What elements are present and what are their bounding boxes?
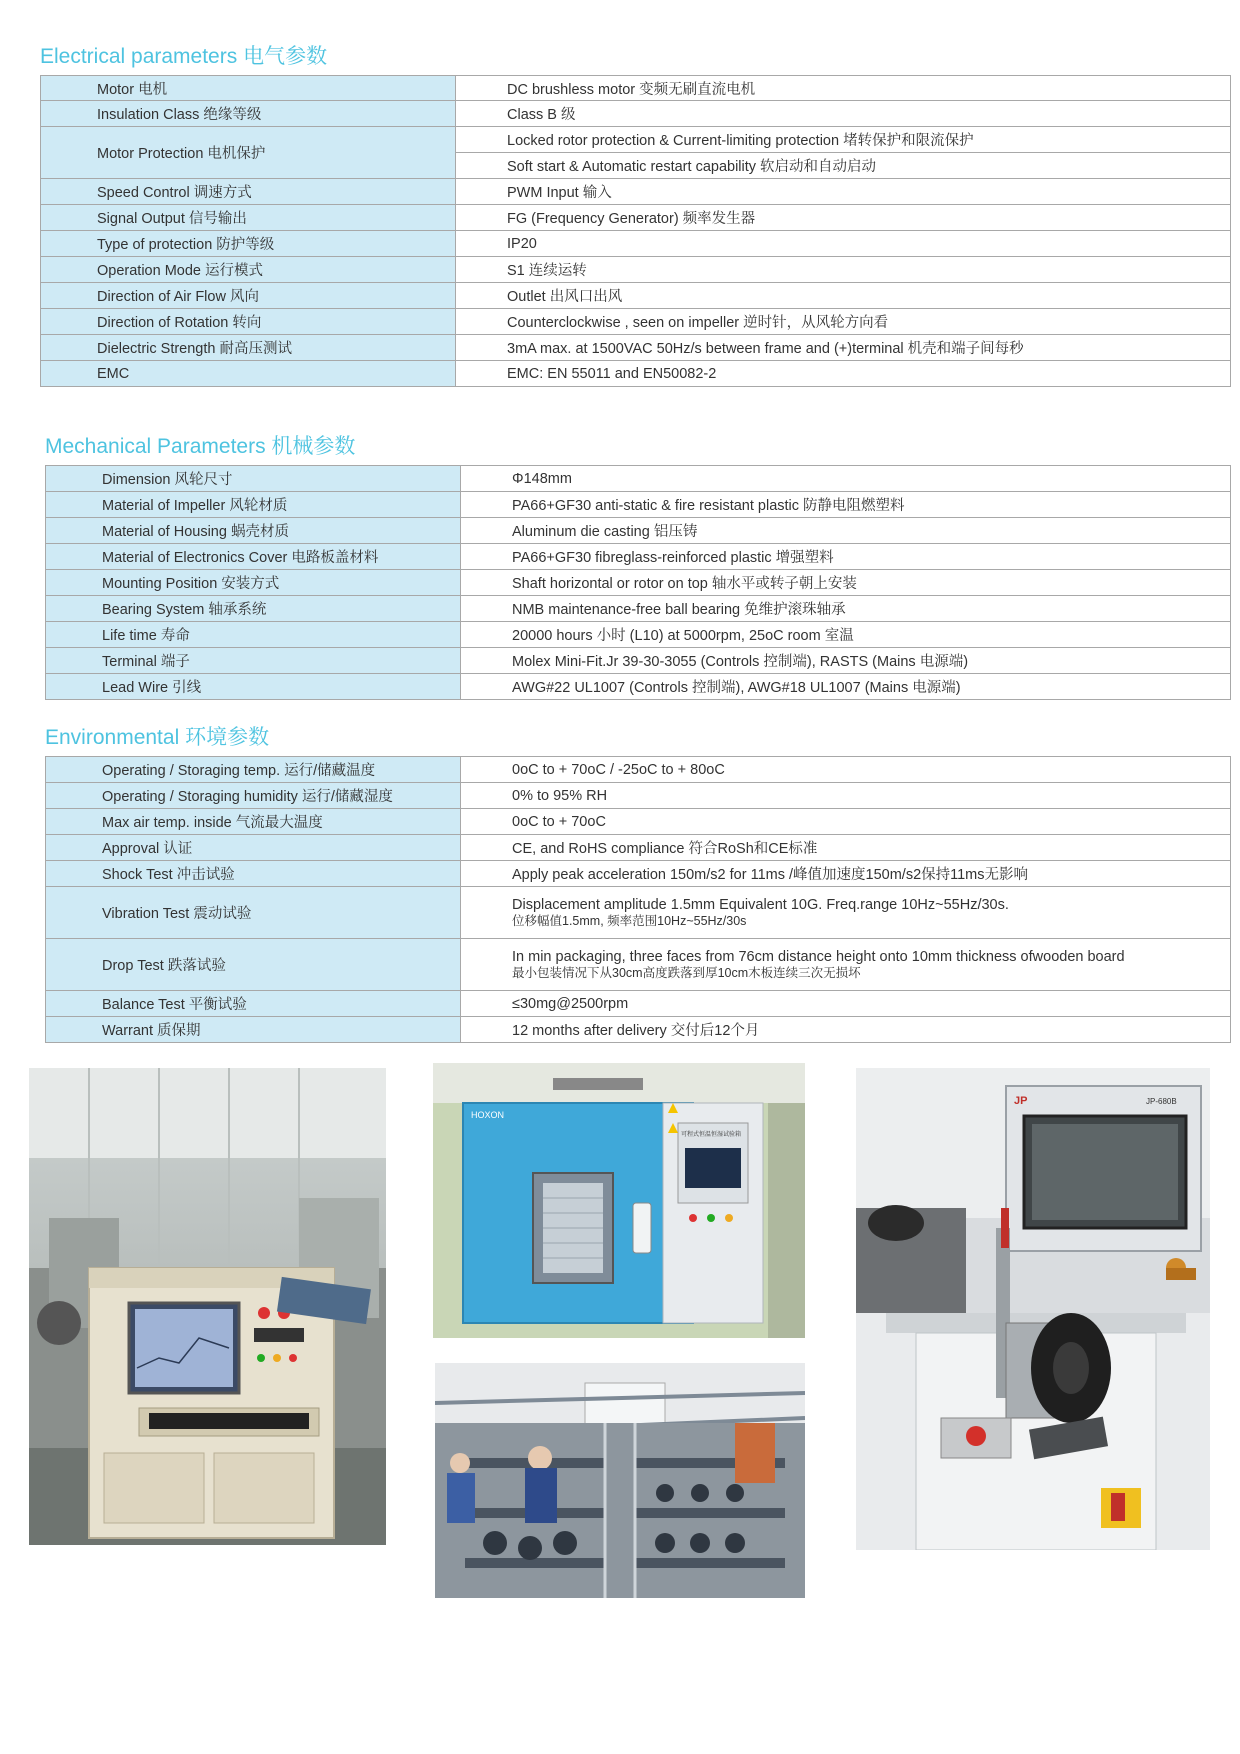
- row-value-sub: 最小包装情况下从30cm高度跌落到厚10cm木板连续三次无损坏: [512, 966, 861, 980]
- row-value-main: In min packaging, three faces from 76cm distance height onto 10mm thickness ofwooden board: [512, 949, 1125, 965]
- row-value: IP20: [456, 231, 1231, 257]
- row-label: Insulation Class 绝缘等级: [41, 101, 456, 127]
- table-row: [46, 492, 1231, 518]
- row-label: Signal Output 信号输出: [41, 205, 456, 231]
- table-row: [46, 622, 1231, 648]
- table-row: [41, 283, 1231, 309]
- table-row: [41, 309, 1231, 335]
- table-row: [46, 809, 1231, 835]
- row-label: Vibration Test 震动试验: [46, 887, 461, 939]
- table-row: [46, 861, 1231, 887]
- table-row: [46, 596, 1231, 622]
- row-label: Type of protection 防护等级: [41, 231, 456, 257]
- table-row: [41, 361, 1231, 387]
- row-label: Direction of Air Flow 风向: [41, 283, 456, 309]
- row-label: Operating / Storaging temp. 运行/储藏温度: [46, 757, 461, 783]
- table-row: [46, 757, 1231, 783]
- row-value: Class B 级: [456, 101, 1231, 127]
- row-value-sub: 位移幅值1.5mm, 频率范围10Hz~55Hz/30s: [512, 914, 747, 928]
- row-label: Material of Electronics Cover 电路板盖材料: [46, 544, 461, 570]
- row-value: Apply peak acceleration 150m/s2 for 11ms /峰值加速度150m/s2保持11ms无影响: [461, 861, 1231, 887]
- row-label: Max air temp. inside 气流最大温度: [46, 809, 461, 835]
- photo-climate-chamber: [433, 1063, 805, 1338]
- balancer-brand: JP: [1014, 1095, 1028, 1107]
- table-row: [41, 205, 1231, 231]
- table-row: [46, 648, 1231, 674]
- table-row: [46, 1017, 1231, 1043]
- row-label: Motor 电机: [41, 76, 456, 101]
- row-label: Material of Housing 蜗壳材质: [46, 518, 461, 544]
- row-value: 0oC to + 70oC: [461, 809, 1231, 835]
- row-value: EMC: EN 55011 and EN50082-2: [456, 361, 1231, 387]
- row-value: AWG#22 UL1007 (Controls 控制端), AWG#18 UL1007 (Mains 电源端): [461, 674, 1231, 700]
- row-value: Aluminum die casting 铝压铸: [461, 518, 1231, 544]
- row-label: Balance Test 平衡试验: [46, 991, 461, 1017]
- row-value: 0oC to + 70oC / -25oC to + 80oC: [461, 757, 1231, 783]
- table-row: [46, 466, 1231, 492]
- row-label: Motor Protection 电机保护: [41, 127, 456, 179]
- row-value: Counterclockwise , seen on impeller 逆时针，从风轮方向看: [456, 309, 1231, 335]
- row-value: 12 months after delivery 交付后12个月: [461, 1017, 1231, 1043]
- row-label: Speed Control 调速方式: [41, 179, 456, 205]
- row-label: Dimension 风轮尺寸: [46, 466, 461, 492]
- table-row: [41, 76, 1231, 101]
- row-label: Bearing System 轴承系统: [46, 596, 461, 622]
- row-label: Dielectric Strength 耐高压测试: [41, 335, 456, 361]
- row-value: CE, and RoHS compliance 符合RoSh和CE标准: [461, 835, 1231, 861]
- table-row: [41, 335, 1231, 361]
- table-row: [41, 101, 1231, 127]
- table-row: [46, 518, 1231, 544]
- chamber-brand: HOXON: [471, 1110, 505, 1120]
- row-value: PWM Input 输入: [456, 179, 1231, 205]
- row-label: Direction of Rotation 转向: [41, 309, 456, 335]
- row-label: Drop Test 跌落试验: [46, 939, 461, 991]
- row-value: 3mA max. at 1500VAC 50Hz/s between frame and (+)terminal 机壳和端子间每秒: [456, 335, 1231, 361]
- row-value: 20000 hours 小时 (L10) at 5000rpm, 25oC room 室温: [461, 622, 1231, 648]
- row-label: Terminal 端子: [46, 648, 461, 674]
- row-value: DC brushless motor 变频无刷直流电机: [456, 76, 1231, 101]
- table-row: [46, 939, 1231, 991]
- table-row: [46, 570, 1231, 596]
- electrical-title: Electrical parameters 电气参数: [40, 45, 328, 68]
- row-value: [461, 939, 1231, 991]
- photo-balancing-machine: [856, 1068, 1210, 1550]
- environmental-table: [45, 756, 1231, 1043]
- row-label: Shock Test 冲击试验: [46, 861, 461, 887]
- balancer-model: JP-680B: [1146, 1097, 1177, 1106]
- row-value: ≤30mg@2500rpm: [461, 991, 1231, 1017]
- row-value: NMB maintenance-free ball bearing 免维护滚珠轴承: [461, 596, 1231, 622]
- table-row: [41, 179, 1231, 205]
- row-label: Operation Mode 运行模式: [41, 257, 456, 283]
- row-value: Locked rotor protection & Current-limiting protection 堵转保护和限流保护: [456, 127, 1231, 153]
- environmental-title: Environmental 环境参数: [45, 726, 270, 749]
- row-label: EMC: [41, 361, 456, 387]
- row-value: PA66+GF30 anti-static & fire resistant plastic 防静电阻燃塑料: [461, 492, 1231, 518]
- table-row: [46, 783, 1231, 809]
- mechanical-title: Mechanical Parameters 机械参数: [45, 435, 356, 458]
- table-row: [46, 674, 1231, 700]
- mechanical-table: [45, 465, 1231, 700]
- row-value: [461, 887, 1231, 939]
- row-value: Φ148mm: [461, 466, 1231, 492]
- row-value-main: Displacement amplitude 1.5mm Equivalent 10G. Freq.range 10Hz~55Hz/30s.: [512, 897, 1009, 913]
- photo-motor-test-bench: [29, 1068, 386, 1545]
- table-row: [41, 127, 1231, 153]
- row-label: Approval 认证: [46, 835, 461, 861]
- row-label: Operating / Storaging humidity 运行/储藏湿度: [46, 783, 461, 809]
- row-value: FG (Frequency Generator) 频率发生器: [456, 205, 1231, 231]
- table-row: [46, 544, 1231, 570]
- row-value: Soft start & Automatic restart capability 软启动和自动启动: [456, 153, 1231, 179]
- row-value: 0% to 95% RH: [461, 783, 1231, 809]
- table-row: [46, 991, 1231, 1017]
- row-label: Lead Wire 引线: [46, 674, 461, 700]
- row-value: PA66+GF30 fibreglass-reinforced plastic 增强塑料: [461, 544, 1231, 570]
- row-label: Material of Impeller 风轮材质: [46, 492, 461, 518]
- table-row: [41, 231, 1231, 257]
- row-value: Outlet 出风口出风: [456, 283, 1231, 309]
- chamber-panel-text: 可程式恒温恒湿试验箱: [681, 1131, 742, 1138]
- photo-production-line: [435, 1363, 805, 1598]
- table-row: [46, 887, 1231, 939]
- electrical-table: [40, 75, 1231, 387]
- row-value: S1 连续运转: [456, 257, 1231, 283]
- row-label: Warrant 质保期: [46, 1017, 461, 1043]
- row-value: Shaft horizontal or rotor on top 轴水平或转子朝上安装: [461, 570, 1231, 596]
- row-label: Mounting Position 安装方式: [46, 570, 461, 596]
- table-row: [41, 257, 1231, 283]
- row-label: Life time 寿命: [46, 622, 461, 648]
- table-row: [46, 835, 1231, 861]
- row-value: Molex Mini-Fit.Jr 39-30-3055 (Controls 控制端), RASTS (Mains 电源端): [461, 648, 1231, 674]
